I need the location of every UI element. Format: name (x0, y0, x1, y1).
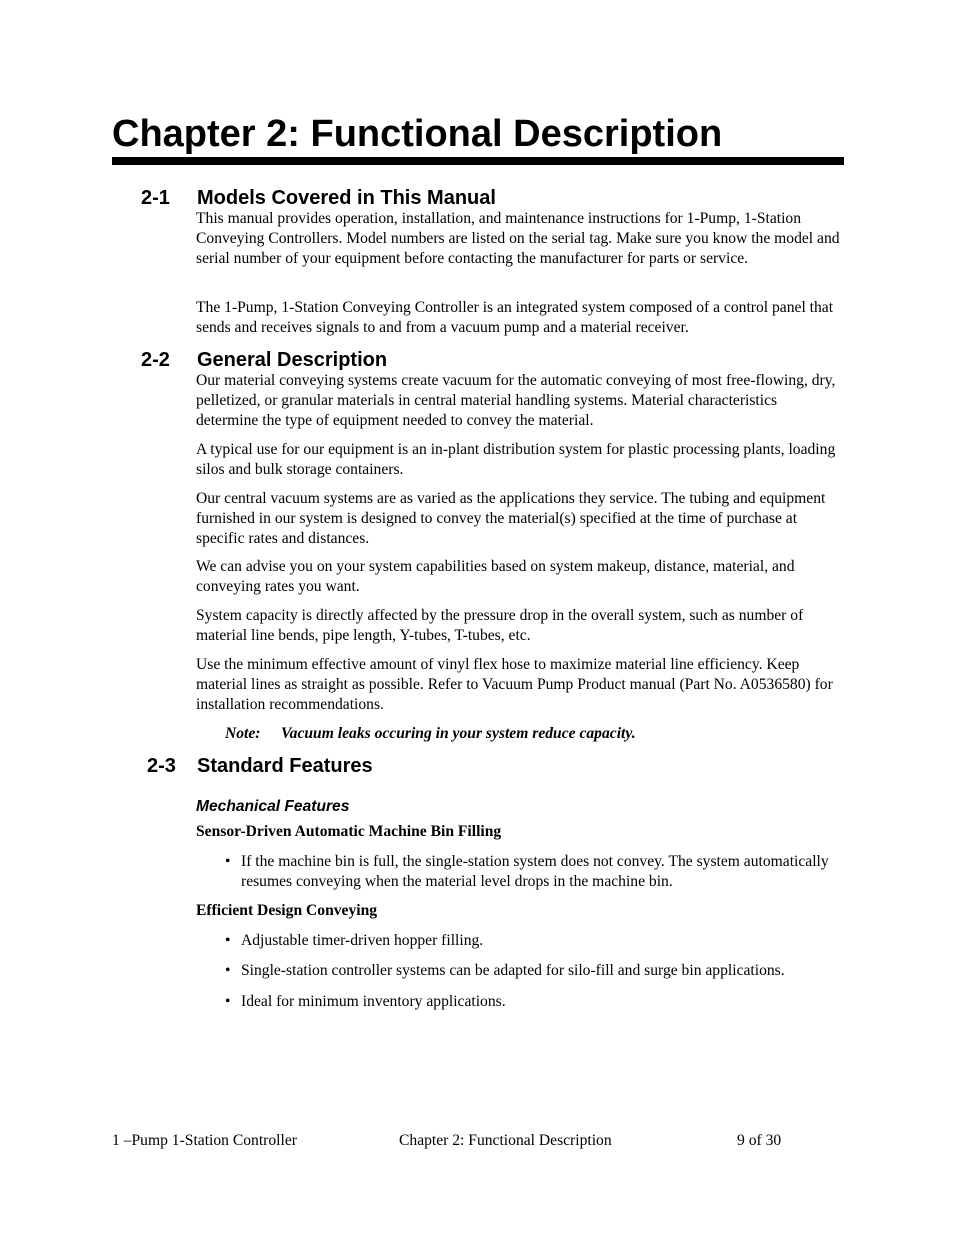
list-item (225, 992, 845, 1012)
section-title: General Description (197, 349, 388, 371)
note-label: Note: (225, 725, 261, 742)
footer-document-title: 1 –Pump 1-Station Controller (112, 1132, 297, 1149)
paragraph: Our material conveying systems create vacuum for the automatic conveying of most free-flowing, dry, pelletized, or granular materials in central material handling systems. Material characteristics determine the type of equipment needed to convey the material. (196, 372, 836, 429)
subheading-mechanical-features: Mechanical Features (196, 798, 350, 815)
bullet-icon: • (225, 853, 231, 870)
section-number: 2-1 (141, 187, 170, 209)
note (225, 724, 636, 744)
group-heading: Sensor-Driven Automatic Machine Bin Filling (196, 823, 502, 840)
chapter-title: Chapter 2: Functional Description (112, 113, 723, 155)
list-item-text: Single-station controller systems can be adapted for silo-fill and surge bin applications. (241, 962, 785, 979)
list-item-text: If the machine bin is full, the single-station system does not convey. The system automatically resumes conveying when the material level drops in the machine bin. (241, 853, 829, 890)
bullet-icon: • (225, 993, 231, 1010)
group-heading: Efficient Design Conveying (196, 902, 378, 919)
list-item-text: Ideal for minimum inventory applications. (241, 993, 506, 1010)
paragraph: Use the minimum effective amount of vinyl flex hose to maximize material line efficiency. Keep material lines as straight as possible. Refer to Vacuum Pump Product manual (Part No. A0536580) for installation recommendations. (196, 656, 833, 713)
section-title: Standard Features (197, 755, 373, 777)
section-title: Models Covered in This Manual (197, 187, 496, 209)
chapter-title-rule (112, 157, 844, 165)
list-item (225, 931, 845, 951)
bullet-icon: • (225, 932, 231, 949)
list-item (225, 961, 845, 981)
footer-page-number: 9 of 30 (737, 1132, 782, 1149)
note-text: Vacuum leaks occuring in your system reduce capacity. (281, 725, 636, 742)
paragraph: We can advise you on your system capabilities based on system makeup, distance, material, and conveying rates you want. (196, 558, 795, 595)
list-item (225, 852, 845, 892)
paragraph: This manual provides operation, installation, and maintenance instructions for 1-Pump, 1-Station Conveying Controllers. Model numbers are listed on the serial tag. Make sure you know the model and serial number of your equipment before contacting the manufacturer for parts or service. (196, 210, 840, 267)
paragraph: A typical use for our equipment is an in-plant distribution system for plastic processing plants, loading silos and bulk storage containers. (196, 441, 836, 478)
paragraph: The 1-Pump, 1-Station Conveying Controller is an integrated system composed of a control panel that sends and receives signals to and from a vacuum pump and a material receiver. (196, 299, 834, 336)
paragraph: Our central vacuum systems are as varied as the applications they service. The tubing and equipment furnished in our system is designed to convey the material(s) specified at the time of purchase at specific rates and distances. (196, 490, 826, 547)
footer-chapter-title: Chapter 2: Functional Description (399, 1132, 612, 1149)
section-number: 2-2 (141, 349, 170, 371)
list-item-text: Adjustable timer-driven hopper filling. (241, 932, 484, 949)
paragraph: System capacity is directly affected by the pressure drop in the overall system, such as number of material line bends, pipe length, Y-tubes, T-tubes, etc. (196, 607, 804, 644)
bullet-icon: • (225, 962, 231, 979)
section-number: 2-3 (147, 755, 176, 777)
